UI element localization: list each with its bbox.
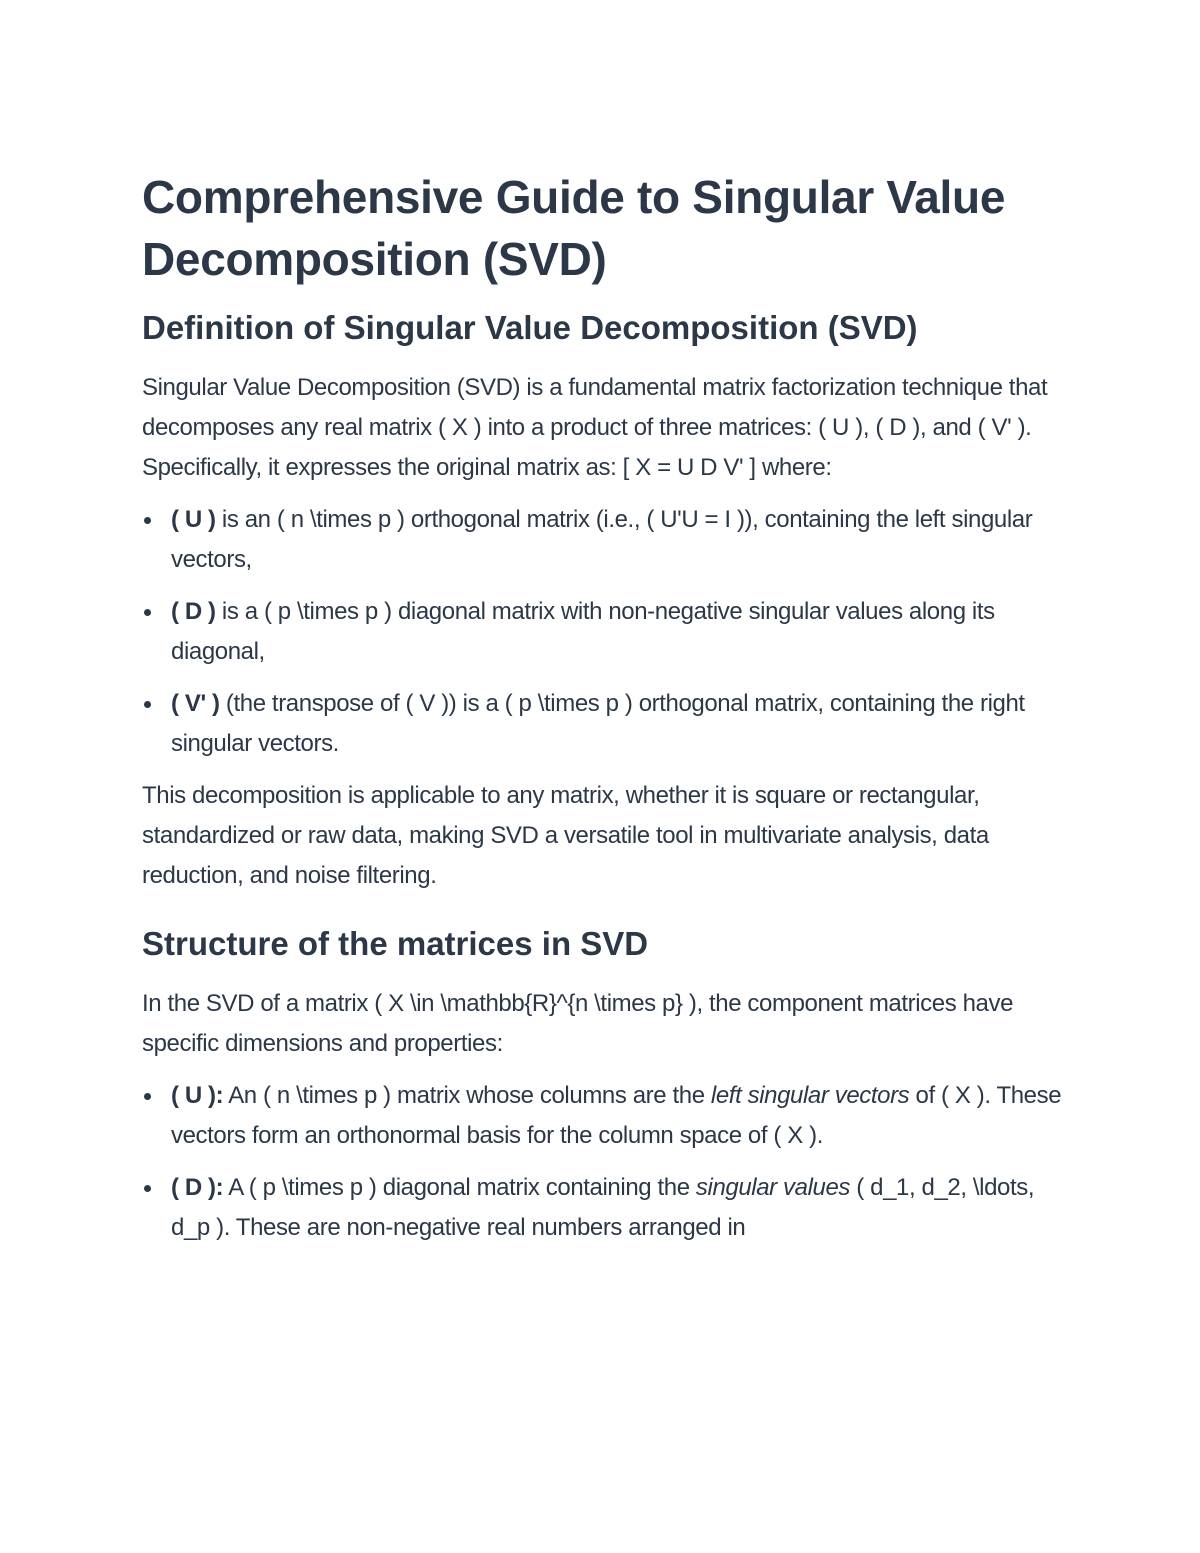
term: ( U ):	[171, 1082, 224, 1109]
structure-intro: In the SVD of a matrix ( X \in \mathbb{R}^{n \times p} ), the component matrices have specific dimensions and properties:	[142, 990, 1014, 1057]
term: ( D )	[171, 598, 216, 625]
list-item	[142, 1168, 1067, 1248]
item-text: ( d_1, d_2, \ldots, d_p ). These are non-negative real numbers arranged in	[171, 1174, 1035, 1241]
definition-outro: This decomposition is applicable to any matrix, whether it is square or rectangular, standardized or raw data, making SVD a versatile tool in multivariate analysis, data reduction, and noise filtering.	[142, 782, 989, 889]
emphasis: singular values	[695, 1174, 851, 1201]
section-heading-structure: Structure of the matrices in SVD	[142, 925, 649, 962]
document-content	[142, 166, 1067, 1260]
item-text: is an ( n \times p ) orthogonal matrix (i.e., ( U'U = I )), containing the left singular vectors,	[171, 506, 1033, 573]
item-text: An ( n \times p ) matrix whose columns are the	[223, 1082, 711, 1109]
item-text: (the transpose of ( V )) is a ( p \times p ) orthogonal matrix, containing the right singular vectors.	[171, 690, 1025, 757]
definition-intro: Singular Value Decomposition (SVD) is a fundamental matrix factorization technique that decomposes any real matrix ( X ) into a product of three matrices: ( U ), ( D ), and ( V' ). Specifically, it expresses the original matrix as: [ X = U D V' ] where:	[142, 374, 1048, 481]
emphasis: left singular vectors	[710, 1082, 910, 1109]
list-item	[142, 500, 1067, 580]
structure-list	[142, 1076, 1067, 1248]
list-item	[142, 592, 1067, 672]
item-text: of ( X ). These vectors form an orthonormal basis for the column space of ( X ).	[171, 1082, 1062, 1149]
item-text: A ( p \times p ) diagonal matrix containing the	[223, 1174, 696, 1201]
list-item	[142, 1076, 1067, 1156]
term: ( V' )	[171, 690, 220, 717]
definition-list	[142, 500, 1067, 764]
section-heading-definition: Definition of Singular Value Decomposition (SVD)	[142, 309, 918, 346]
page-title: Comprehensive Guide to Singular Value Decomposition (SVD)	[142, 171, 1006, 285]
term: ( U )	[171, 506, 216, 533]
term: ( D ):	[171, 1174, 224, 1201]
list-item	[142, 684, 1067, 764]
item-text: is a ( p \times p ) diagonal matrix with non-negative singular values along its diagonal,	[171, 598, 995, 665]
